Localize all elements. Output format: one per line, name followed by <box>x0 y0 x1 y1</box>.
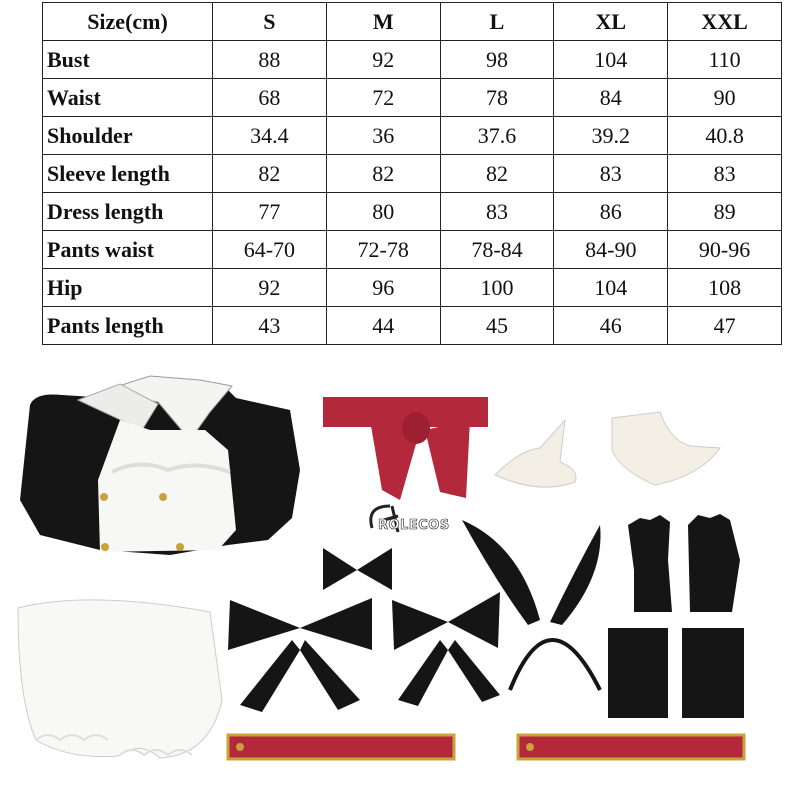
table-cell: 68 <box>213 79 327 117</box>
table-cell: 90-96 <box>668 231 782 269</box>
table-cell: 84 <box>554 79 668 117</box>
table-cell: 46 <box>554 307 668 345</box>
table-cell: 83 <box>554 155 668 193</box>
black-stockings-image <box>608 628 744 718</box>
table-cell: 40.8 <box>668 117 782 155</box>
table-row <box>43 79 782 117</box>
header-corner: Size(cm) <box>43 3 213 41</box>
table-cell: 43 <box>213 307 327 345</box>
table-cell: 90 <box>668 79 782 117</box>
table-cell: 78 <box>440 79 554 117</box>
row-label: Sleeve length <box>43 155 213 193</box>
row-label: Waist <box>43 79 213 117</box>
large-black-bows-image <box>228 592 500 712</box>
table-cell: 89 <box>668 193 782 231</box>
table-row <box>43 307 782 345</box>
table-cell: 82 <box>326 155 440 193</box>
table-row <box>43 231 782 269</box>
table-cell: 84-90 <box>554 231 668 269</box>
row-label: Bust <box>43 41 213 79</box>
white-ear-pieces-image <box>495 412 720 487</box>
row-label: Dress length <box>43 193 213 231</box>
table-cell: 110 <box>668 41 782 79</box>
table-cell: 83 <box>668 155 782 193</box>
maid-dress-image <box>20 376 300 555</box>
table-cell: 80 <box>326 193 440 231</box>
row-label: Pants length <box>43 307 213 345</box>
table-cell: 104 <box>554 41 668 79</box>
table-cell: 64-70 <box>213 231 327 269</box>
table-cell: 104 <box>554 269 668 307</box>
table-cell: 77 <box>213 193 327 231</box>
table-cell: 45 <box>440 307 554 345</box>
table-cell: 44 <box>326 307 440 345</box>
row-label: Pants waist <box>43 231 213 269</box>
table-cell: 92 <box>326 41 440 79</box>
white-bloomers-image <box>18 600 222 758</box>
header-size-l: L <box>440 3 554 41</box>
table-cell: 34.4 <box>213 117 327 155</box>
table-cell: 82 <box>213 155 327 193</box>
table-row <box>43 41 782 79</box>
header-size-xxl: XXL <box>668 3 782 41</box>
small-black-bow-image <box>323 548 392 590</box>
header-size-s: S <box>213 3 327 41</box>
black-gloves-image <box>628 514 740 612</box>
header-size-m: M <box>326 3 440 41</box>
table-cell: 37.6 <box>440 117 554 155</box>
table-cell: 96 <box>326 269 440 307</box>
table-header-row <box>43 3 782 41</box>
red-cuffs-image <box>228 735 744 759</box>
table-cell: 98 <box>440 41 554 79</box>
table-cell: 83 <box>440 193 554 231</box>
table-cell: 86 <box>554 193 668 231</box>
header-size-xl: XL <box>554 3 668 41</box>
watermark-text: ROLECOS <box>378 518 450 533</box>
table-cell: 72-78 <box>326 231 440 269</box>
costume-pieces-photo <box>0 360 800 800</box>
table-row <box>43 155 782 193</box>
table-cell: 92 <box>213 269 327 307</box>
table-row <box>43 269 782 307</box>
table-cell: 72 <box>326 79 440 117</box>
red-bow-image <box>323 397 488 500</box>
table-cell: 82 <box>440 155 554 193</box>
table-row <box>43 117 782 155</box>
table-cell: 78-84 <box>440 231 554 269</box>
table-cell: 36 <box>326 117 440 155</box>
table-cell: 47 <box>668 307 782 345</box>
table-cell: 100 <box>440 269 554 307</box>
row-label: Shoulder <box>43 117 213 155</box>
size-chart-body <box>43 3 782 345</box>
table-cell: 39.2 <box>554 117 668 155</box>
table-cell: 88 <box>213 41 327 79</box>
table-cell: 108 <box>668 269 782 307</box>
table-row <box>43 193 782 231</box>
size-chart-table <box>42 2 782 345</box>
row-label: Hip <box>43 269 213 307</box>
